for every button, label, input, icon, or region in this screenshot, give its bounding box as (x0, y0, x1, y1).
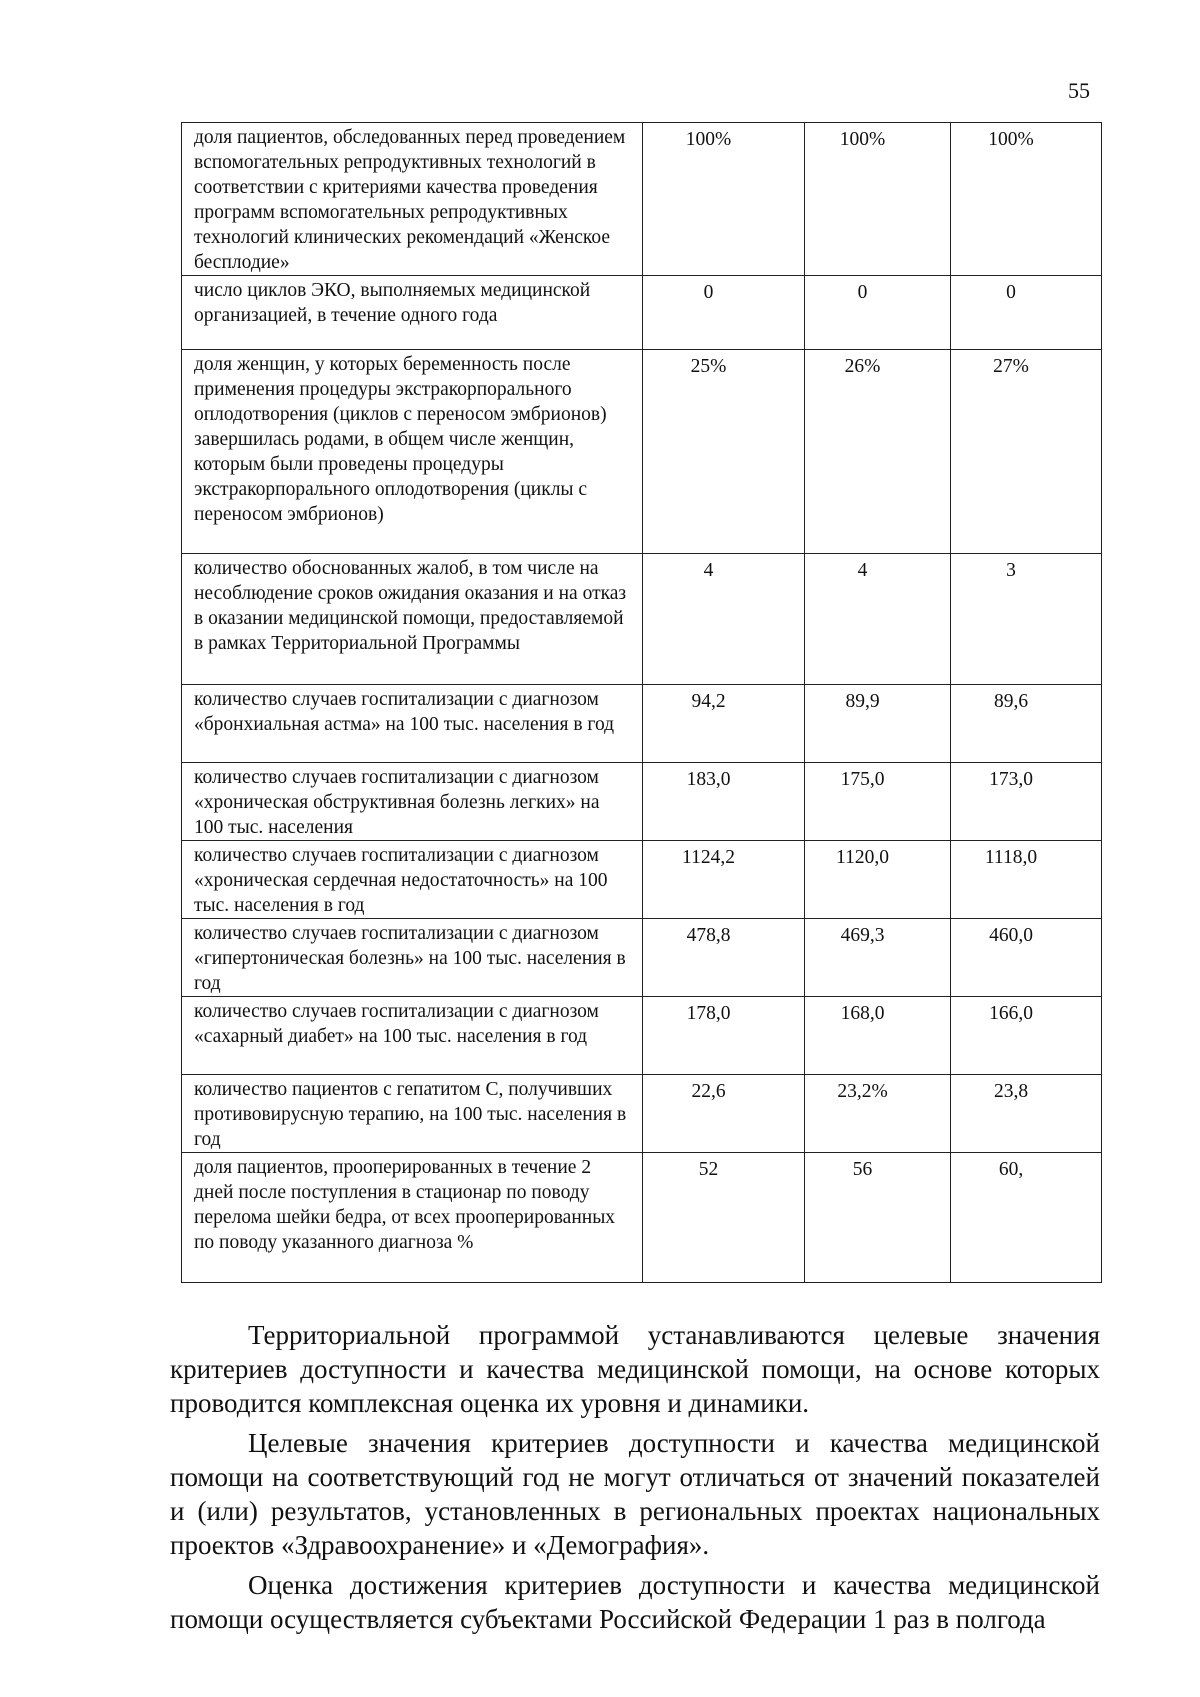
paragraph: Территориальной программой устанавливаются целевые значения критериев доступности и качества медицинской помощи, на основе которых проводится комплексная оценка их уровня и динамики. (170, 1320, 1100, 1418)
indicator-value-2: 175,0 (805, 763, 951, 841)
indicator-value-3: 23,8 (951, 1075, 1102, 1153)
indicator-value-1: 478,8 (643, 919, 805, 997)
indicator-label: количество случаев госпитализации с диагнозом «бронхиальная астма» на 100 тыс. населения в год (182, 685, 643, 763)
paragraph: Целевые значения критериев доступности и качества медицинской помощи на соответствующий год не могут отличаться от значений показателей и (или) результатов, установленных в региональных проектах национальных проектов «Здравоохранение» и «Демография». (170, 1428, 1100, 1560)
indicator-value-2: 4 (805, 554, 951, 685)
indicator-value-2: 1120,0 (805, 841, 951, 919)
indicator-value-1: 25% (643, 350, 805, 554)
indicator-value-3: 27% (951, 350, 1102, 554)
table-row (182, 685, 1102, 763)
indicator-value-3: 89,6 (951, 685, 1102, 763)
indicator-value-2: 0 (805, 276, 951, 350)
paragraph: Оценка достижения критериев доступности и качества медицинской помощи осуществляется субъектами Российской Федерации 1 раз в полгода (170, 1570, 1100, 1634)
table-row (182, 554, 1102, 685)
indicator-label: доля пациентов, обследованных перед проведением вспомогательных репродуктивных технологий в соответствии с критериями качества проведения программ вспомогательных репродуктивных технологий клинических рекомендаций «Женское бесплодие» (182, 123, 643, 276)
indicator-label: количество пациентов с гепатитом С, получивших противовирусную терапию, на 100 тыс. населения в год (182, 1075, 643, 1153)
indicator-value-3: 1118,0 (951, 841, 1102, 919)
table-row (182, 276, 1102, 350)
indicator-value-3: 100% (951, 123, 1102, 276)
indicator-value-2: 89,9 (805, 685, 951, 763)
table-row (182, 123, 1102, 276)
indicator-label: доля женщин, у которых беременность после применения процедуры экстракорпорального оплодотворения (циклов с переносом эмбрионов) завершилась родами, в общем числе женщин, которым были проведены процедуры экстракорпорального оплодотворения (циклы с переносом эмбрионов) (182, 350, 643, 554)
indicator-value-1: 0 (643, 276, 805, 350)
table-row (182, 997, 1102, 1075)
indicator-value-3: 460,0 (951, 919, 1102, 997)
body-text (170, 1318, 1100, 1642)
table-row (182, 763, 1102, 841)
indicator-value-2: 168,0 (805, 997, 951, 1075)
indicator-label: количество обоснованных жалоб, в том числе на несоблюдение сроков ожидания оказания и на отказ в оказании медицинской помощи, предоставляемой в рамках Территориальной Программы (182, 554, 643, 685)
indicator-value-1: 100% (643, 123, 805, 276)
indicator-value-2: 56 (805, 1153, 951, 1283)
indicator-value-1: 1124,2 (643, 841, 805, 919)
indicator-value-1: 183,0 (643, 763, 805, 841)
table-row (182, 841, 1102, 919)
indicator-label: количество случаев госпитализации с диагнозом «хроническая сердечная недостаточность» на 100 тыс. населения в год (182, 841, 643, 919)
table-row (182, 1153, 1102, 1283)
indicator-value-3: 173,0 (951, 763, 1102, 841)
indicators-table (181, 122, 1102, 1283)
indicator-value-3: 166,0 (951, 997, 1102, 1075)
indicator-label: число циклов ЭКО, выполняемых медицинской организацией, в течение одного года (182, 276, 643, 350)
indicator-label: доля пациентов, прооперированных в течение 2 дней после поступления в стационар по поводу перелома шейки бедра, от всех прооперированных по поводу указанного диагноза % (182, 1153, 643, 1283)
indicator-value-2: 26% (805, 350, 951, 554)
table-row (182, 919, 1102, 997)
indicator-value-1: 94,2 (643, 685, 805, 763)
indicator-label: количество случаев госпитализации с диагнозом «хроническая обструктивная болезнь легких» на 100 тыс. населения (182, 763, 643, 841)
table-row (182, 350, 1102, 554)
indicator-value-1: 4 (643, 554, 805, 685)
indicator-value-3: 0 (951, 276, 1102, 350)
indicator-value-3: 60, (951, 1153, 1102, 1283)
page-number: 55 (1068, 78, 1090, 103)
table-row (182, 1075, 1102, 1153)
indicator-value-2: 23,2% (805, 1075, 951, 1153)
indicator-label: количество случаев госпитализации с диагнозом «сахарный диабет» на 100 тыс. населения в год (182, 997, 643, 1075)
indicator-label: количество случаев госпитализации с диагнозом «гипертоническая болезнь» на 100 тыс. населения в год (182, 919, 643, 997)
indicator-value-1: 22,6 (643, 1075, 805, 1153)
indicator-value-1: 178,0 (643, 997, 805, 1075)
indicator-value-3: 3 (951, 554, 1102, 685)
indicator-value-2: 100% (805, 123, 951, 276)
indicator-value-1: 52 (643, 1153, 805, 1283)
indicator-value-2: 469,3 (805, 919, 951, 997)
